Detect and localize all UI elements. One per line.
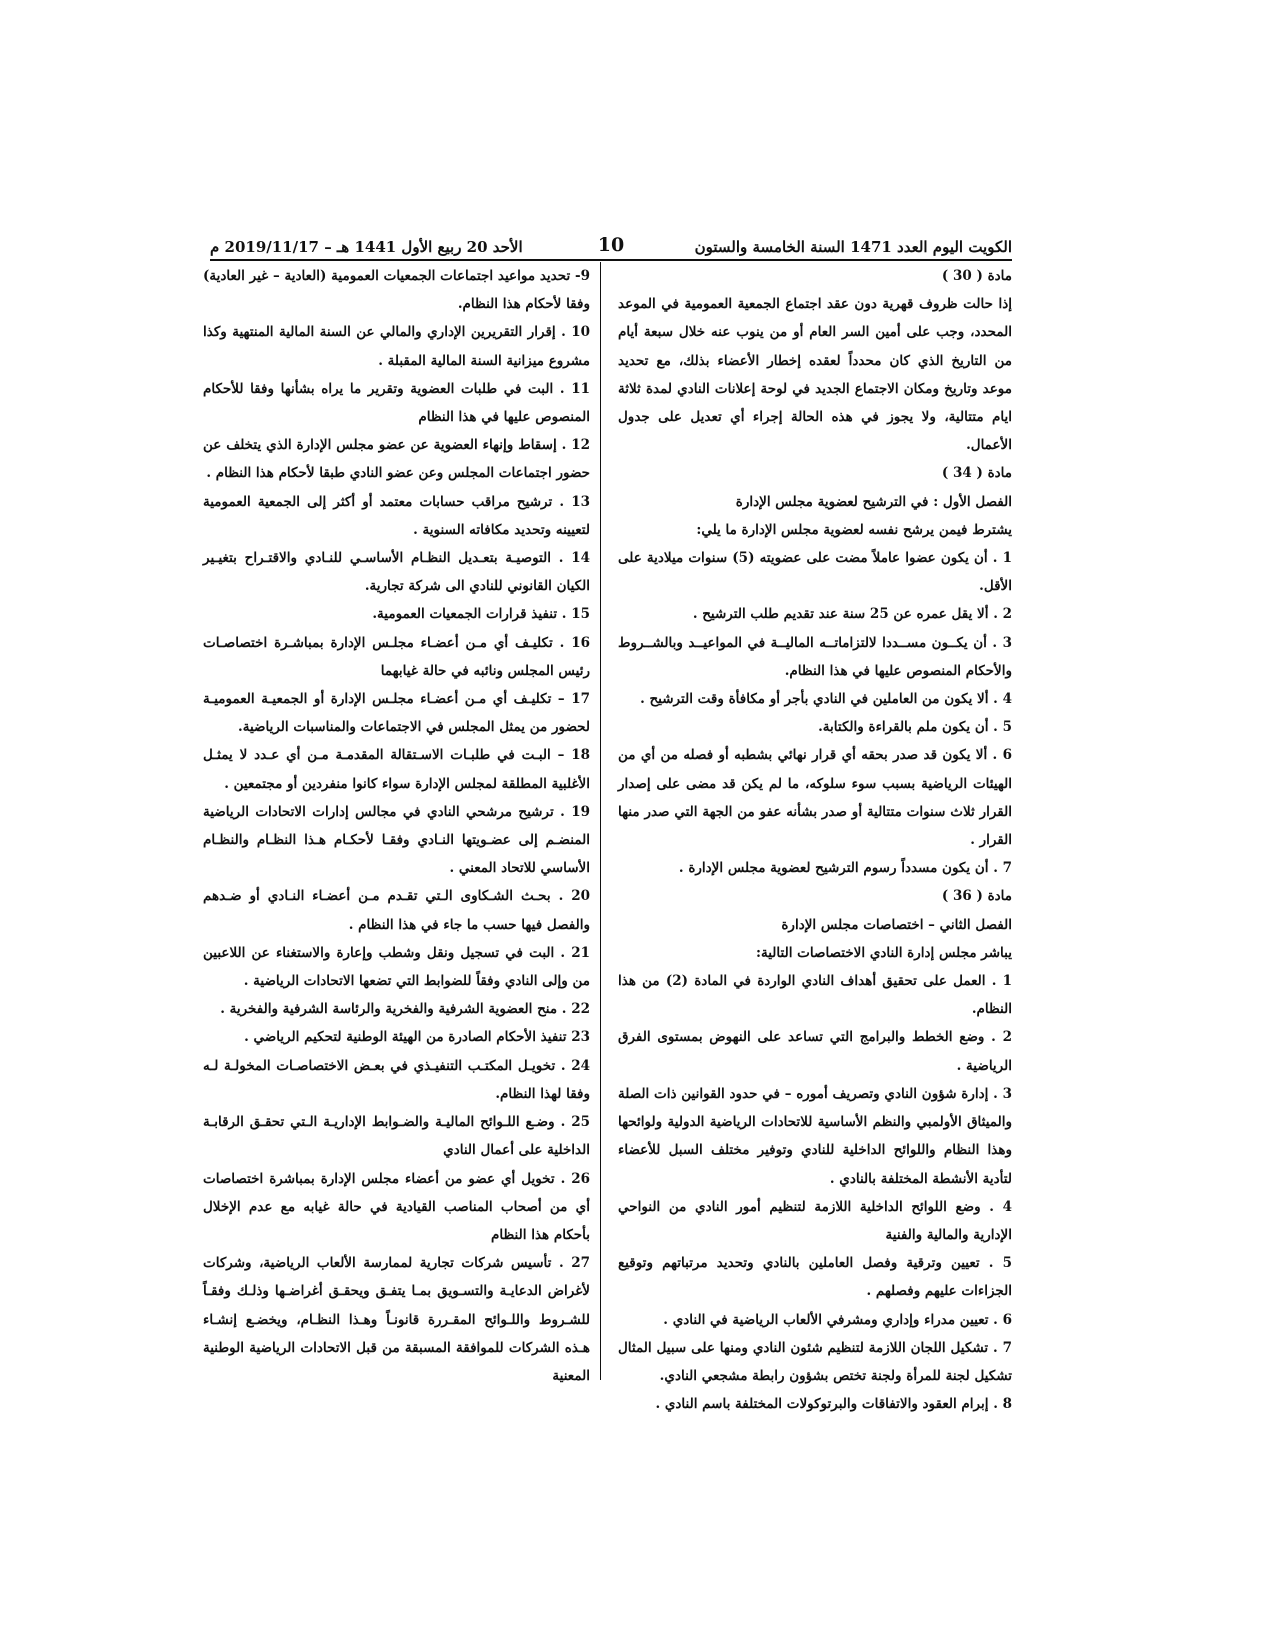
list-item: 3 . أن يكــون مســددا لالتزاماتــه الماليــة في المواعيــد وبالشــروط والأحكام المنصوص عليها في هذا النظام. <box>618 634 1012 679</box>
list-item: 12 . إسقاط وإنهاء العضوية عن عضو مجلس الإدارة الذي يتخلف عن حضور اجتماعات المجلس وعن عضو النادي طبقا لأحكام هذا النظام . <box>203 437 590 482</box>
list-item: 8 . إبرام العقود والاتفاقات والبرتوكولات المختلفة باسم النادي . <box>655 1396 1012 1413</box>
list-item: 19 . ترشيح مرشحي النادي في مجالس إدارات الاتحادات الرياضية المنضـم إلى عضـويتها النـادي وفقـا لأحكـام هـذا النظـام والنظـام الأساسي للاتحاد المعني . <box>203 803 590 877</box>
page-number: 10 <box>597 234 625 256</box>
paragraph: إذا حالت ظروف قهرية دون عقد اجتماع الجمعية العمومية في الموعد المحدد، وجب على أمين السر العام أو من ينوب عنه خلال سبعة أيام من التاريخ الذي كان محدداً لعقده إخطار الأعضاء بذلك، مع تحديد موعد وتاريخ ومكان الاجتماع الجديد في لوحة إعلانات النادي لمدة ثلاثة ايام متتالية، ولا يجوز في هذه الحالة إجراء أي تعديل على جدول الأعمال. <box>618 296 1012 454</box>
list-item: 14 . التوصيـة بتعـديل النظـام الأساسـي للنـادي والاقتـراح بتغيـير الكيان القانوني للنادي الى شركة تجارية. <box>203 550 590 595</box>
list-item: 21 . البت في تسجيل ونقل وشطب وإعارة والاستغناء عن اللاعبين من وإلى النادي وفقاً للضوابط التي تضعها الاتحادات الرياضية . <box>203 944 590 990</box>
list-item: 16 . تكليـف أي مـن أعضـاء مجلـس الإدارة بمباشـرة اختصاصـات رئيس المجلس ونائبه في حالة غيابهما <box>203 634 590 679</box>
article-heading: مادة ( 36 ) <box>941 888 1012 905</box>
list-item: 22 . منح العضوية الشرفية والفخرية والرئاسة الشرفية والفخرية . <box>220 1001 590 1018</box>
list-item: 4 . وضع اللوائح الداخلية اللازمة لتنظيم أمور النادي من النواحي الإدارية والمالية والفنية <box>618 1198 1012 1243</box>
list-item: 17 – تكليـف أي مـن أعضـاء مجلـس الإدارة أو الجمعيـة العموميـة لحضور من يمثل المجلس في الاجتماعات والمناسبات الرياضية. <box>203 691 590 736</box>
section-heading: الفصل الأول : في الترشيح لعضوية مجلس الإدارة <box>735 493 1012 510</box>
list-item: 6 . تعيين مدراء وإداري ومشرفي الألعاب الرياضية في النادي . <box>663 1311 1012 1328</box>
list-item: 4 . ألا يكون من العاملين في النادي بأجر أو مكافأة وقت الترشيح . <box>640 691 1012 708</box>
header-issue-info: الكويت اليوم العدد 1471 السنة الخامسة والستون <box>694 238 1012 256</box>
list-item: 7 . تشكيل اللجان اللازمة لتنظيم شئون النادي ومنها على سبيل المثال تشكيل لجنة للمرأة ولجنة تختص بشؤون رابطة مشجعي النادي. <box>618 1339 1012 1384</box>
list-item: 2 . ألا يقل عمره عن 25 سنة عند تقديم طلب الترشيح . <box>692 606 1012 623</box>
list-item: 9- تحديد مواعيد اجتماعات الجمعيات العمومية (العادية – غير العادية) وفقا لأحكام هذا النظام. <box>203 268 590 313</box>
list-item: 25 . وضـع اللـوائح الماليـة والضـوابط الإداريـة الـتي تحقـق الرقابـة الداخلية على أعمال النادي <box>203 1114 590 1159</box>
left-column <box>203 262 590 1390</box>
list-item: 1 . العمل على تحقيق أهداف النادي الواردة في المادة (2) من هذا النظام. <box>618 973 1012 1018</box>
list-item: 15 . تنفيذ قرارات الجمعيات العمومية. <box>372 606 590 623</box>
list-item: 5 . أن يكون ملم بالقراءة والكتابة. <box>818 719 1012 736</box>
list-item: 1 . أن يكون عضوا عاملاً مضت على عضويته (5) سنوات ميلادية على الأقل. <box>618 550 1012 595</box>
right-column <box>618 262 1012 1418</box>
article-heading: مادة ( 30 ) <box>941 268 1012 284</box>
header-date: الأحد 20 ربيع الأول 1441 هـ – 2019/11/17 م <box>210 238 523 256</box>
column-divider <box>600 262 601 1380</box>
header-rule <box>210 259 1012 261</box>
article-heading: مادة ( 34 ) <box>941 465 1012 482</box>
list-item: 7 . أن يكون مسدداً رسوم الترشيح لعضوية مجلس الإدارة . <box>678 860 1012 877</box>
section-heading: الفصل الثاني – اختصاصات مجلس الإدارة <box>781 916 1012 933</box>
list-item: 27 . تأسيس شركات تجارية لممارسة الألعاب الرياضية، وشركات لأغراض الدعايـة والتسـويق بمـا يتفـق ويحقـق أغراضـها وذلـك وفقـاً للشـروط واللـوائح المقـررة قانونـاً وهـذا النظـام، ويخضـع إنشـاء هـذه الشركات للموافقة المسبقة من قبل الاتحادات الرياضية الوطنية المعنية <box>203 1255 590 1384</box>
paragraph: يشترط فيمن يرشح نفسه لعضوية مجلس الإدارة ما يلي: <box>696 521 1012 538</box>
list-item: 13 . ترشيح مراقب حسابات معتمد أو أكثر إلى الجمعية العمومية لتعيينه وتحديد مكافاته السنوية . <box>203 493 590 538</box>
list-item: 10 . إقرار التقريرين الإداري والمالي عن السنة المالية المنتهية وكذا مشروع ميزانية السنة المالية المقبلة . <box>203 324 590 369</box>
list-item: 5 . تعيين وترقية وفصل العاملين بالنادي وتحديد مرتباتهم وتوقيع الجزاءات عليهم وفصلهم . <box>618 1255 1012 1300</box>
list-item: 20 . بحـث الشـكاوى الـتي تقـدم مـن أعضـاء النـادي أو ضـدهم والفصل فيها حسب ما جاء في هذا النظام . <box>203 888 590 933</box>
list-item: 18 – البـت في طلبـات الاسـتقالة المقدمـة مـن أي عـدد لا يمثـل الأغلبية المطلقة لمجلس الإدارة سواء كانوا منفردين أو مجتمعين . <box>203 747 590 792</box>
list-item: 6 . ألا يكون قد صدر بحقه أي قرار نهائي بشطبه أو فصله من أي من الهيئات الرياضية بسبب سوء سلوكه، ما لم يكن قد مضى على إصدار القرار ثلاث سنوات متتالية أو صدر بشأنه عفو من الجهة التي صدر منها القرار . <box>618 747 1012 849</box>
list-item: 24 . تخويـل المكتـب التنفيـذي في بعـض الاختصاصـات المخولـة لـه وفقا لهذا النظام. <box>203 1057 590 1102</box>
list-item: 26 . تخويل أي عضو من أعضاء مجلس الإدارة بمباشرة اختصاصات أي من أصحاب المناصب القيادية في حالة غيابه مع عدم الإخلال بأحكام هذا النظام <box>203 1170 590 1243</box>
list-item: 2 . وضع الخطط والبرامج التي تساعد على النهوض بمستوى الفرق الرياضية . <box>618 1029 1012 1074</box>
paragraph: يباشر مجلس إدارة النادي الاختصاصات التالية: <box>756 944 1012 961</box>
list-item: 11 . البت في طلبات العضوية وتقرير ما يراه بشأنها وفقا للأحكام المنصوص عليها في هذا النظام <box>203 380 590 426</box>
page-header <box>210 230 1012 256</box>
list-item: 23 تنفيذ الأحكام الصادرة من الهيئة الوطنية لتحكيم الرياضي . <box>244 1029 590 1046</box>
list-item: 3 . إدارة شؤون النادي وتصريف أموره – في حدود القوانين ذات الصلة والميثاق الأولمبي والنظم الأساسية للاتحادات الرياضية الدولية ولوائحها وهذا النظام واللوائح الداخلية للنادي وتوفير مختلف السبل للأعضاء لتأدية الأنشطة المختلفة بالنادي . <box>618 1085 1012 1187</box>
